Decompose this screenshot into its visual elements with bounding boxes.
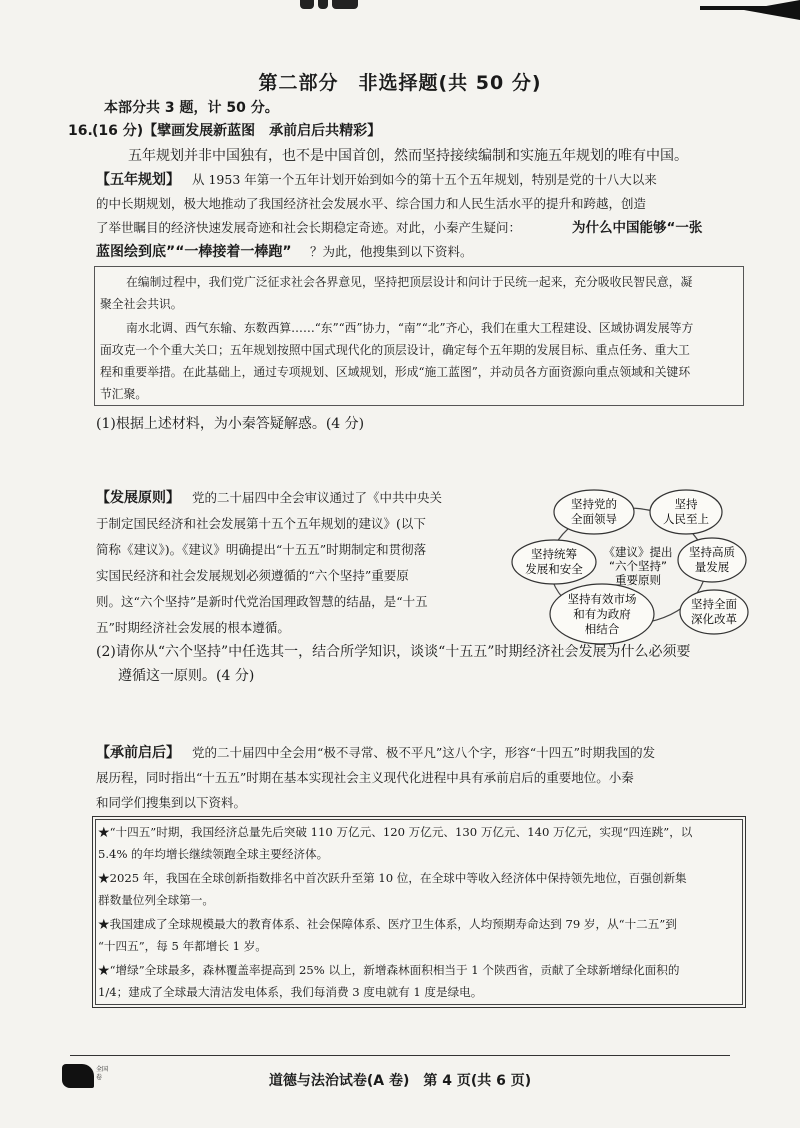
node-2-line-1: 坚持 (674, 497, 698, 511)
box1-p2-line-1: 南水北调、西气东输、东数西算……“东”“西”协力，“南”“北”齐心，我们在重大工程建设、区域协调发展等方 (126, 321, 694, 335)
section-title: 第二部分 非选择题(共 50 分) (258, 72, 542, 94)
node-5-line-3: 相结合 (584, 622, 620, 636)
box2-item-1-line-1: ★“十四五”时期，我国经济总量先后突破 110 万亿元、120 万亿元、130 万亿元、140 万亿元，实现“四连跳”，以 (98, 825, 693, 839)
fazhan-line-4: 实国民经济和社会发展规划必须遵循的“六个坚持”重要原 (96, 568, 409, 583)
fazhan-line-1: 党的二十届四中全会审议通过了《中共中央关 (192, 490, 443, 505)
question-title: (16 分)【擘画发展新蓝图 承前启后共精彩】 (92, 123, 382, 139)
page-footer: 道德与法治试卷(A 卷) 第 4 页(共 6 页) (268, 1073, 532, 1089)
top-crop-mark (300, 0, 360, 10)
node-4-line-2: 深化改革 (691, 612, 737, 626)
chengqian-tag: 【承前启后】 (96, 745, 180, 761)
box2-item-3-line-1: ★我国建成了全球规模最大的教育体系、社会保障体系、医疗卫生体系，人均预期寿命达到 79 岁，从“十二五”到 (98, 917, 677, 931)
section-note: 本部分共 3 题，计 50 分。 (104, 100, 279, 116)
node-4-line-1: 坚持全面 (691, 597, 737, 611)
intro-paragraph: 五年规划并非中国独有，也不是中国首创，然而坚持接续编制和实施五年规划的唯有中国。 (128, 148, 688, 164)
node-1-line-2: 全面领导 (571, 512, 617, 526)
wunian-line-4: ？为此，他搜集到以下资料。 (310, 244, 473, 259)
top-right-arrow-decoration (700, 0, 800, 24)
box2-item-4-line-2: 1/4；建成了全球最大清洁发电体系，我们每消费 3 度电就有 1 度是绿电。 (98, 985, 483, 999)
node-1-line-1: 坚持党的 (571, 497, 617, 511)
wunian-line-3: 了举世瞩目的经济快速发展奇迹和社会长期稳定奇迹。对此，小秦产生疑问： (96, 220, 522, 235)
box1-p1-line-2: 聚全社会共识。 (100, 297, 183, 311)
box2-item-2-line-1: ★2025 年，我国在全球创新指数排名中首次跃升至第 10 位，在全球中等收入经济体中保持领先地位，百强创新集 (98, 871, 687, 885)
publisher-logo: 全国 卷 (62, 1058, 132, 1092)
wunian-question-bold-2: 蓝图绘到底”“一棒接着一棒跑” (96, 244, 292, 260)
chengqian-line-2: 展历程，同时指出“十五五”时期在基本实现社会主义现代化进程中具有承前启后的重要地位。小秦 (96, 770, 634, 785)
box2-item-2-line-2: 群数量位列全球第一。 (98, 893, 214, 907)
sub-question-1: (1)根据上述材料，为小秦答疑解惑。(4 分) (96, 416, 365, 432)
box1-p2-line-3: 程和重要举措。在此基础上，通过专项规划、区域规划，形成“施工蓝图”，并动员各方面资源向重点领域和关键环 (100, 365, 691, 379)
node-2-line-2: 人民至上 (663, 512, 709, 526)
wunian-tag: 【五年规划】 (96, 172, 180, 188)
node-3-line-2: 量发展 (694, 560, 730, 574)
fazhan-line-5: 则。这“六个坚持”是新时代党治国理政智慧的结晶，是“十五 (96, 594, 428, 609)
center-line-2: “六个坚持” (609, 559, 667, 573)
center-line-1: 《建议》提出 (603, 545, 673, 559)
wunian-line-2: 的中长期规划，极大地推动了我国经济社会发展水平、综合国力和人民生活水平的提升和跨越，创造 (96, 196, 647, 211)
box1-p2-line-4: 节汇聚。 (100, 387, 148, 401)
footer-rule (70, 1055, 730, 1056)
box2-item-1-line-2: 5.4% 的年均增长继续领跑全球主要经济体。 (98, 847, 329, 861)
box2-item-3-line-2: “十四五”，每 5 年都增长 1 岁。 (98, 939, 267, 953)
sub-question-2-line-2: 遵循这一原则。(4 分) (118, 668, 255, 684)
wunian-question-bold-1: 为什么中国能够“一张 (572, 220, 703, 236)
node-5-line-2: 和有为政府 (573, 607, 631, 621)
center-line-3: 重要原则 (615, 573, 661, 587)
question-number: 16. (68, 123, 93, 139)
fazhan-tag: 【发展原则】 (96, 490, 180, 506)
node-6-line-1: 坚持统筹 (531, 547, 577, 561)
box1-p2-line-2: 面攻克一个个重大关口；五年规划按照中国式现代化的顶层设计，确定每个五年期的发展目标、重点任务、重大工 (100, 343, 690, 357)
node-5-line-1: 坚持有效市场 (567, 592, 637, 606)
fazhan-line-2: 于制定国民经济和社会发展第十五个五年规划的建议》(以下 (96, 516, 426, 531)
six-principles-diagram (510, 486, 750, 648)
fazhan-line-6: 五”时期经济社会发展的根本遵循。 (96, 620, 290, 635)
chengqian-line-1: 党的二十届四中全会用“极不寻常、极不平凡”这八个字，形容“十四五”时期我国的发 (192, 745, 656, 760)
box1-p1-line-1: 在编制过程中，我们党广泛征求社会各界意见，坚持把顶层设计和问计于民统一起来，充分吸收民智民意，凝 (126, 275, 693, 289)
box2-item-4-line-1: ★“增绿”全球最多，森林覆盖率提高到 25% 以上，新增森林面积相当于 1 个陕西省，贡献了全球新增绿化面积的 (98, 963, 680, 977)
sub-question-2-line-1: (2)请你从“六个坚持”中任选其一，结合所学知识，谈谈“十五五”时期经济社会发展为什么必须要 (96, 644, 691, 660)
node-3-line-1: 坚持高质 (689, 545, 735, 559)
wunian-line-1: 从 1953 年第一个五年计划开始到如今的第十五个五年规划，特别是党的十八大以来 (192, 172, 657, 187)
node-6-line-2: 发展和安全 (525, 562, 583, 576)
fazhan-line-3: 简称《建议》)。《建议》明确提出“十五五”时期制定和贯彻落 (96, 542, 427, 557)
chengqian-line-3: 和同学们搜集到以下资料。 (96, 795, 247, 810)
